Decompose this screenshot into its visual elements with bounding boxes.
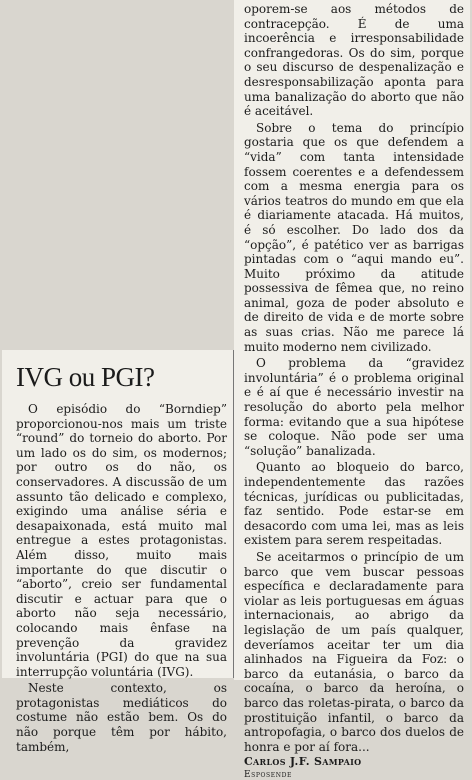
body-paragraph: Quanto ao bloqueio do barco, independentemente das razões técnicas, jurídicas ou publicitadas, faz sentido. Pode estar-se em desacordo com uma lei, mas as leis existem para serem respeitadas. — [244, 460, 464, 548]
letter-start-column — [2, 350, 234, 754]
headline: IVG ou PGI? — [16, 362, 155, 392]
body-paragraph: Neste contexto, os protagonistas mediáticos do costume não estão bem. Os do não porque têm por hábito, também, — [16, 681, 227, 754]
body-paragraph: O problema da “gravidez involuntária” é o problema original e é aí que é necessário investir na resolução do aborto pela melhor forma: evitando que a sua hipótese se coloque. Não pode ser uma “solução” banalizada. — [244, 356, 464, 458]
body-paragraph: Sobre o tema do princípio gostaria que os que defendem a “vida” com tanta intensidade fossem coerentes e a defendessem com a mesma energia para os vários teatros do mundo em que ela é diariamente atacada. Há muitos, é só escolher. Do lado dos da “opção”, é patético ver as barrigas pintadas com o “aqui mando eu”. Muito próximo da atitude possessiva de fêmea que, no reino animal, goza de poder absoluto e de direito de vida e de morte sobre as suas crias. Não me parece lá muito moderno nem civilizado. — [244, 120, 464, 354]
continuation-paragraph: oporem-se aos métodos de contracepção. É de uma incoerência e irresponsabilidade confrangedoras. Os do sim, porque o seu discurso de despenalização e desresponsabilização aponta para uma banalização do aborto que não é aceitável. — [244, 2, 464, 119]
author-signature: Carlos J.F. Sampaio — [244, 755, 362, 769]
body-paragraph: Se aceitarmos o princípio de um barco que vem buscar pessoas específica e declaradamente para violar as leis portuguesas em águas internacionais, ao abrigo da legislação de um país qualquer, deveríamos aceitar ter um dia alinhados na Figueira da Foz: o barco da eutanásia, o barco da cocaína, o barco da heroína, o barco das roletas-pirata, o barco da prostituição infantil, o barco da antropofagia, o barco dos duelos de honra e por aí fora... — [244, 549, 464, 754]
author-location: Esposende — [244, 770, 292, 780]
letter-continuation-column — [234, 0, 470, 780]
body-paragraph: O episódio do “Borndiep” proporcionou-nos mais um triste “round” do torneio do aborto. Por um lado os do sim, os modernos; por outro os do não, os conservadores. A discussão de um assunto tão delicado e complexo, exigindo uma análise séria e desapaixonada, está muito mal entregue a estes protagonistas. Além disso, muito mais importante do que discutir o “aborto”, creio ser fundamental discutir e actuar para que o aborto não seja necessário, colocando mais ênfase na prevenção da gravidez involuntária (PGI) do que na sua interrupção voluntária (IVG). — [16, 402, 227, 679]
